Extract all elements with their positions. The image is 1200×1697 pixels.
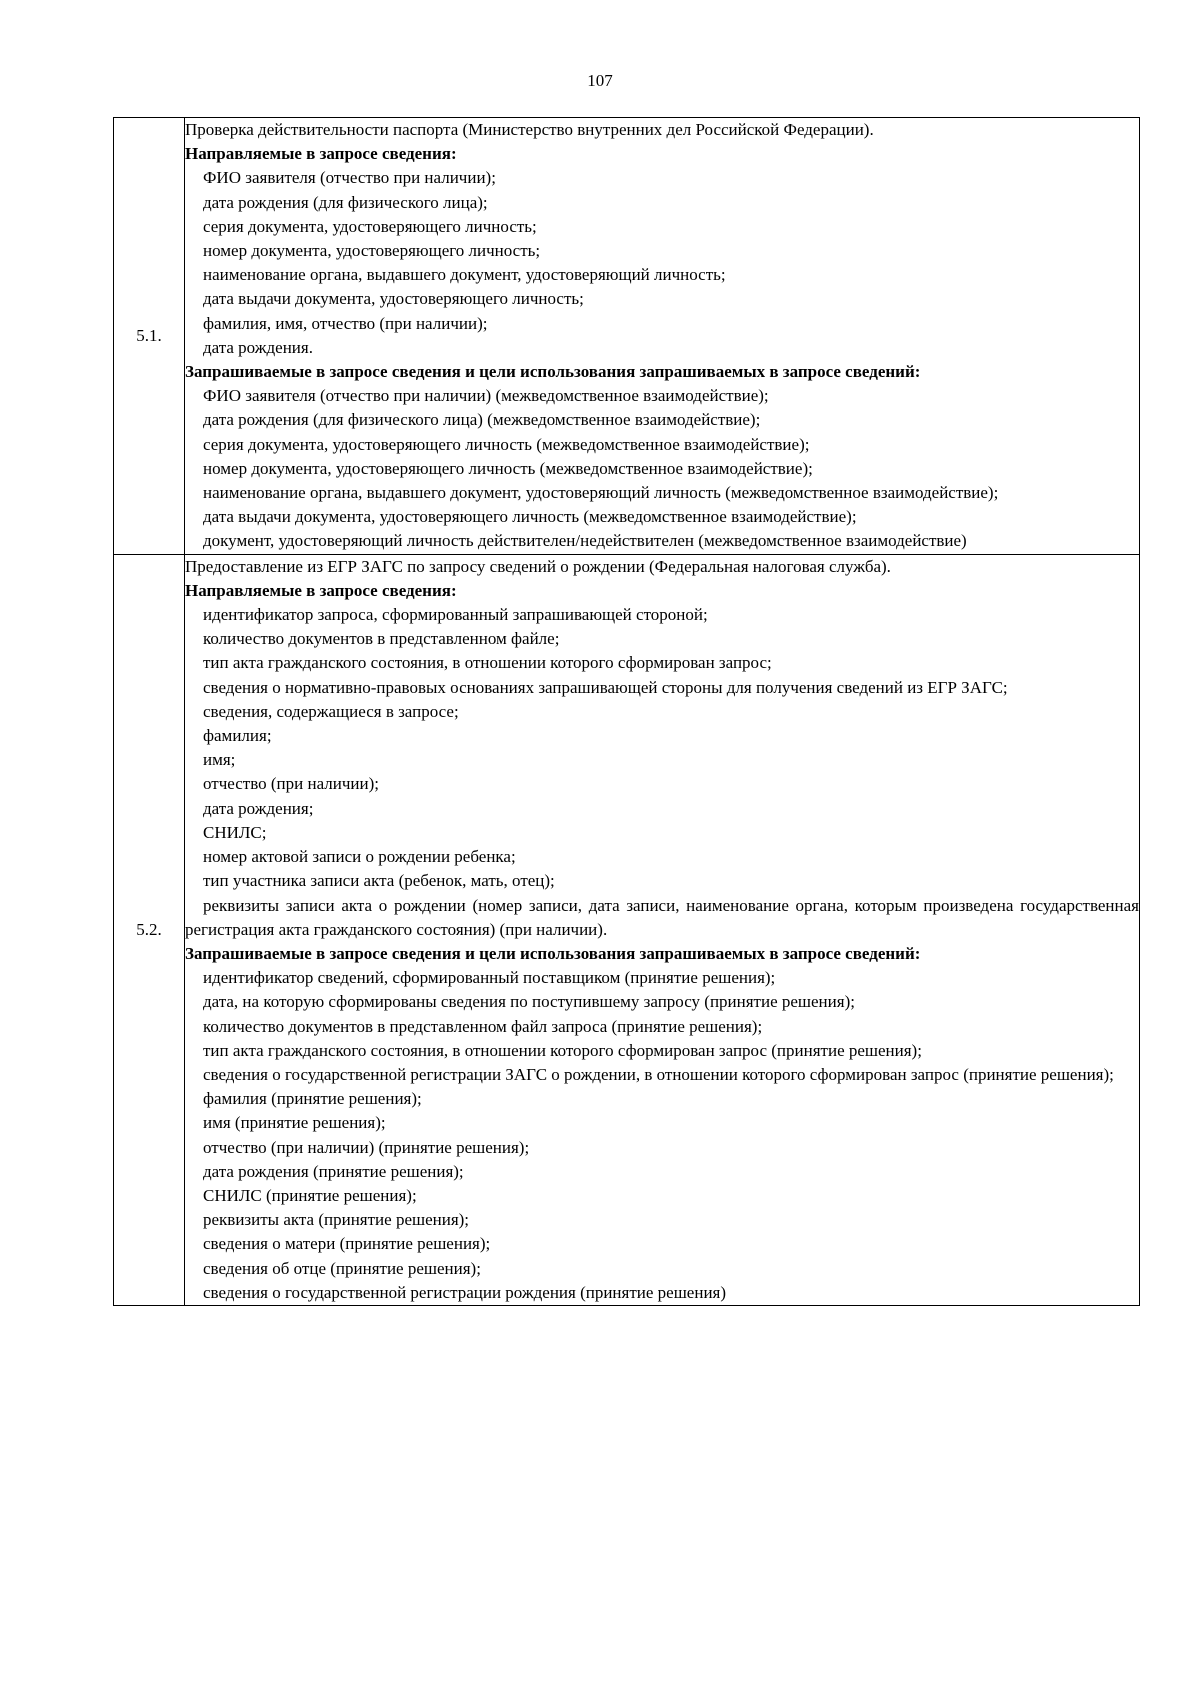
list-item: идентификатор сведений, сформированный поставщиком (принятие решения); [203,968,776,988]
list-item: дата рождения (принятие решения); [203,1161,464,1181]
section-heading: Запрашиваемые в запросе сведения и цели использования запрашиваемых в запросе сведений: [185,362,921,382]
list-item: наименование органа, выдавшего документ, удостоверяющий личность (межведомственное взаимодействие); [203,483,999,503]
list-item: сведения об отце (принятие решения); [203,1258,481,1278]
list-item: фамилия; [203,726,272,746]
list-item: дата рождения (для физического лица) (межведомственное взаимодействие); [203,410,761,430]
list-item: сведения о государственной регистрации ЗАГС о рождении, в отношении которого сформирован запрос (принятие решения); [203,1064,1114,1084]
list-item: дата рождения (для физического лица); [203,192,488,212]
list-item: номер актовой записи о рождении ребенка; [203,847,516,867]
list-item: сведения о матери (принятие решения); [203,1234,491,1254]
list-item: количество документов в представленном файле; [203,629,560,649]
list-item: количество документов в представленном файл запроса (принятие решения); [203,1016,763,1036]
list-item: идентификатор запроса, сформированный запрашивающей стороной; [203,605,708,625]
row-content [185,554,1140,1305]
table-body [114,118,1140,1306]
list-item: серия документа, удостоверяющего личность (межведомственное взаимодействие); [203,434,810,454]
table-row [114,118,1140,555]
list-item: тип акта гражданского состояния, в отношении которого сформирован запрос; [203,653,772,673]
list-item: номер документа, удостоверяющего личность; [203,241,541,261]
row-number: 5.2. [114,554,185,1305]
list-item: СНИЛС (принятие решения); [203,1185,417,1205]
list-item: дата выдачи документа, удостоверяющего личность; [203,289,584,309]
list-item: СНИЛС; [203,822,267,842]
row-number: 5.1. [114,118,185,555]
requirements-table [113,117,1140,1306]
section-heading: Направляемые в запросе сведения: [185,580,457,600]
list-item: ФИО заявителя (отчество при наличии) (межведомственное взаимодействие); [203,386,769,406]
list-item: сведения, содержащиеся в запросе; [203,701,459,721]
list-item: фамилия, имя, отчество (при наличии); [203,313,488,333]
list-item: дата выдачи документа, удостоверяющего личность (межведомственное взаимодействие); [203,507,857,527]
row-content [185,118,1140,555]
list-item: реквизиты записи акта о рождении (номер записи, дата записи, наименование органа, которым произведена государственная регистрация акта гражданского состояния) (при наличии). [185,895,1139,939]
list-item: номер документа, удостоверяющего личность (межведомственное взаимодействие); [203,458,813,478]
list-item: сведения о нормативно-правовых основаниях запрашивающей стороны для получения сведений из ЕГР ЗАГС; [203,677,1008,697]
list-item: наименование органа, выдавшего документ, удостоверяющий личность; [203,265,726,285]
list-item: имя (принятие решения); [203,1113,386,1133]
list-item: Проверка действительности паспорта (Министерство внутренних дел Российской Федерации). [185,120,874,139]
list-item: тип участника записи акта (ребенок, мать, отец); [203,871,555,891]
list-item: ФИО заявителя (отчество при наличии); [203,168,496,188]
list-item: документ, удостоверяющий личность действителен/недействителен (межведомственное взаимодействие) [203,531,967,551]
list-item: тип акта гражданского состояния, в отношении которого сформирован запрос (принятие решения); [203,1040,922,1060]
list-item: отчество (при наличии) (принятие решения); [203,1137,530,1157]
page-number: 107 [587,71,613,90]
list-item: дата рождения. [203,337,313,357]
list-item: фамилия (принятие решения); [203,1089,422,1109]
list-item: дата рождения; [203,798,314,818]
list-item: Предоставление из ЕГР ЗАГС по запросу сведений о рождении (Федеральная налоговая служба). [185,556,891,576]
list-item: имя; [203,750,236,770]
table-row [114,554,1140,1305]
list-item: серия документа, удостоверяющего личность; [203,216,537,236]
section-heading: Запрашиваемые в запросе сведения и цели использования запрашиваемых в запросе сведений: [185,943,921,963]
list-item: дата, на которую сформированы сведения по поступившему запросу (принятие решения); [203,992,855,1012]
list-item: реквизиты акта (принятие решения); [203,1210,470,1230]
list-item: сведения о государственной регистрации рождения (принятие решения) [203,1282,727,1302]
section-heading: Направляемые в запросе сведения: [185,144,457,164]
list-item: отчество (при наличии); [203,774,379,794]
